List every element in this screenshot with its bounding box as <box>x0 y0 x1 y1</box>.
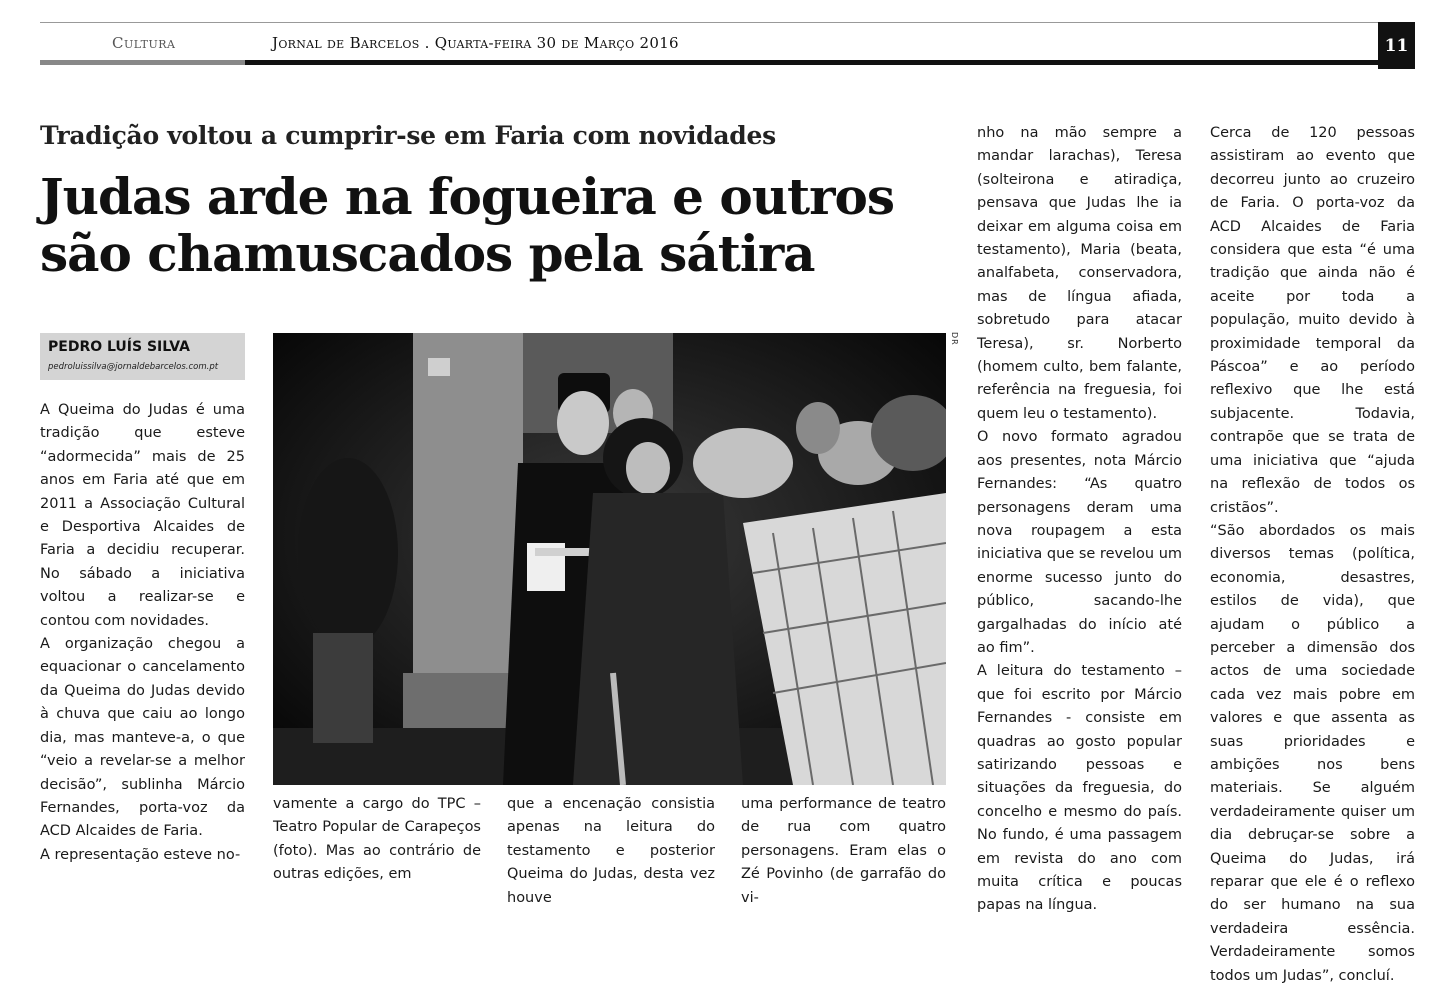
header-rule <box>245 60 1378 65</box>
performance-photo-illustration <box>273 333 946 785</box>
article-headline: Judas arde na fogueira e outros são chamuscados pela sátira <box>40 167 894 283</box>
author-email: pedroluissilva@jornaldebarcelos.com.pt <box>48 362 219 372</box>
article-column-1 <box>40 399 245 867</box>
paragraph: uma performance de teatro de rua com quatro personagens. Eram elas o Zé Povinho (de garrafão do vi- <box>741 796 946 906</box>
article-photo <box>273 333 946 785</box>
page-number: 11 <box>1378 22 1415 69</box>
paragraph: vamente a cargo do TPC – Teatro Popular de Carapeços (foto). Mas ao contrário de outras edições, em <box>273 796 481 883</box>
publication-line: Jornal de Barcelos . Quarta-feira 30 de Março 2016 <box>272 34 679 52</box>
paragraph: O novo formato agradou aos presentes, nota Márcio Fernandes: “As quatro personagens deram uma nova roupagem a esta iniciativa que se revelou um enorme sucesso junto do público, sacando-lhe gargalhadas do início até ao fim”. <box>977 429 1183 656</box>
author-box <box>40 333 245 380</box>
article-column-4 <box>741 793 946 910</box>
paragraph: Cerca de 120 pessoas assistiram ao evento que decorreu junto ao cruzeiro de Faria. O porta-voz da ACD Alcaides de Faria considera que esta “é uma tradição que ainda não é aceite por toda a população, muito devido à proximidade temporal da Páscoa” e ao período reflexivo que lhe está subjacente. Todavia, contrapõe que se trata de uma iniciativa que “ajuda na reflexão de todos os cristãos”. <box>1210 125 1415 516</box>
paragraph: A representação esteve no- <box>40 846 241 863</box>
article-column-5 <box>977 122 1182 918</box>
article-kicker: Tradição voltou a cumprir-se em Faria com novidades <box>40 121 776 150</box>
publication-line-box <box>245 22 1378 65</box>
photo-credit: DR <box>950 332 959 346</box>
paragraph: “São abordados os mais diversos temas (política, economia, desastres, estilos de vida), que ajudam o público a perceber a dimensão dos actos de uma sociedade cada vez mais pobre em valores e que assenta as suas prioridades e ambições nos bens materiais. Se alguém verdadeiramente quiser um dia debruçar-se sobre a Queima do Judas, irá reparar que ele é o reflexo do ser humano na sua verdadeira essência. Verdadeiramente somos todos um Judas”, concluí. <box>1210 522 1415 984</box>
paragraph: A organização chegou a equacionar o cancelamento da Queima do Judas devido à chuva que caiu ao longo dia, mas manteve-a, o que “veio a revelar-se a melhor decisão”, sublinha Márcio Fernandes, porta-voz da ACD Alcaides de Faria. <box>40 636 245 840</box>
author-name: PEDRO LUÍS SILVA <box>48 339 190 355</box>
section-label: Cultura <box>112 34 176 52</box>
section-label-box <box>40 22 245 65</box>
article-column-6 <box>1210 122 1415 988</box>
article-column-3 <box>507 793 715 910</box>
article-column-2 <box>273 793 481 887</box>
page-header <box>40 22 1415 64</box>
paragraph: A leitura do testamento – que foi escrito por Márcio Fernandes - consiste em quadras ao gosto popular satirizando pessoas e situações da freguesia, do concelho e mesmo do país. No fundo, é uma passagem em revista do ano com muita crítica e poucas papas na língua. <box>977 663 1182 914</box>
paragraph: que a encenação consistia apenas na leitura do testamento e posterior Queima do Judas, desta vez houve <box>507 796 715 906</box>
paragraph: A Queima do Judas é uma tradição que esteve “adormecida” mais de 25 anos em Faria até que em 2011 a Associação Cultural e Desportiva Alcaides de Faria a decidiu recuperar. No sábado a iniciativa voltou a realizar-se e contou com novidades. <box>40 402 245 629</box>
section-rule <box>40 60 245 65</box>
paragraph: nho na mão sempre a mandar larachas), Teresa (solteirona e atiradiça, pensava que Judas lhe ia deixar em alguma coisa em testamento), Maria (beata, analfabeta, conservadora, mas de língua afiada, sobretudo para atacar Teresa), sr. Norberto (homem culto, bem falante, referência na freguesia, foi quem leu o testamento). <box>977 125 1182 422</box>
